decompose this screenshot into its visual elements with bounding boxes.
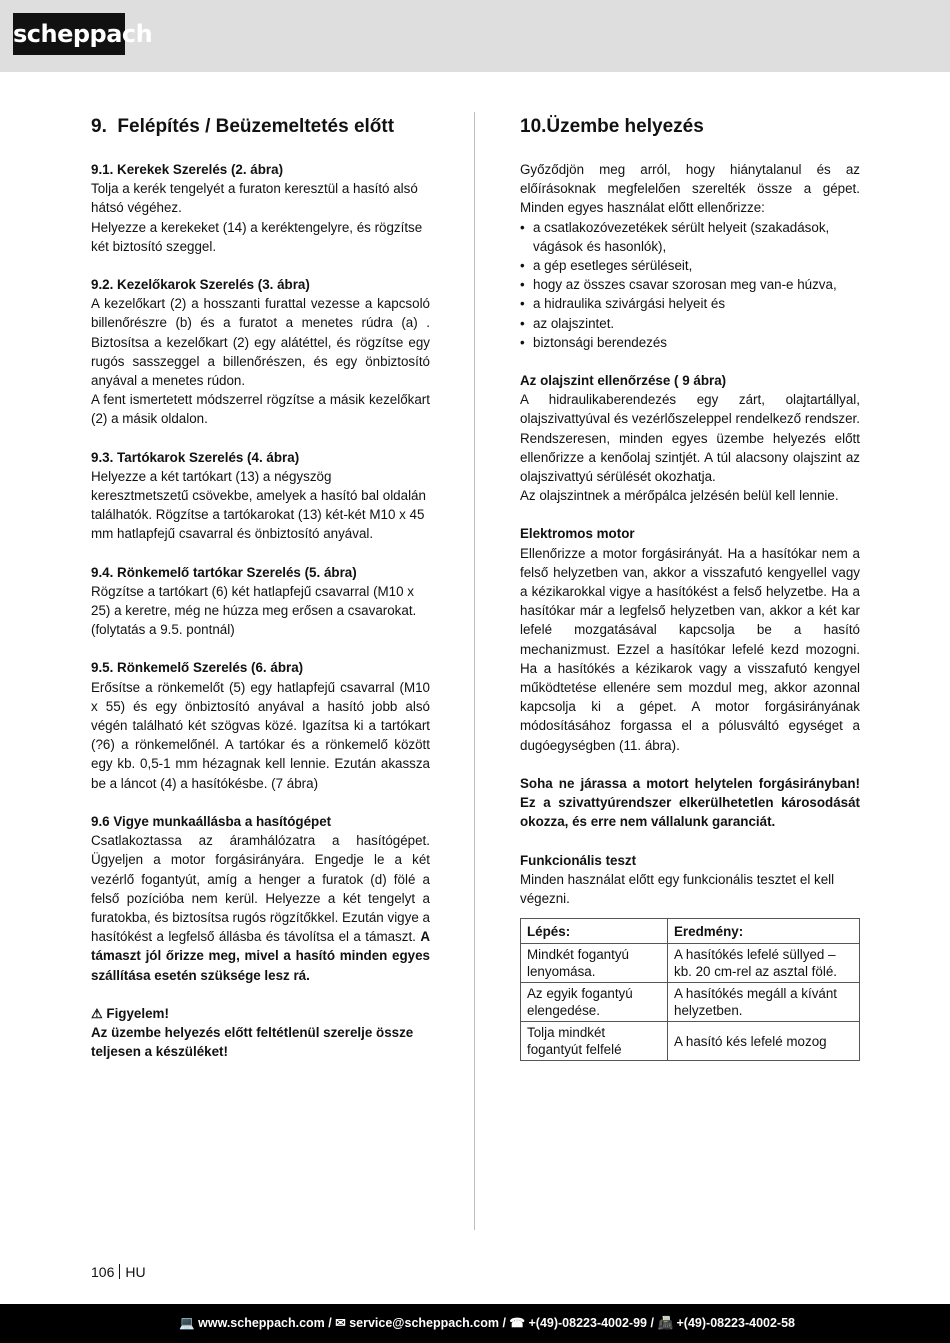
subsection-title: 9.6 Vigye munkaállásba a hasítógépet	[91, 813, 332, 829]
motor-warning	[520, 774, 860, 832]
paragraph: Az olajszintnek a mérőpálca jelzésén belül kell lennie.	[520, 488, 839, 504]
subsection-9-6	[91, 812, 430, 985]
brand-logo: scheppach	[13, 13, 125, 55]
section-10-heading: Üzembe helyezés	[546, 116, 704, 137]
bold-warning-text: Soha ne járassa a motort helytelen forgásirányban! Ez a szivattyúrendszer elkerülhetetlen károsodását okozza, és erre nem vállalunk garanciát.	[520, 775, 860, 830]
header-bar	[0, 0, 950, 72]
warning-title: Figyelem!	[106, 1005, 169, 1021]
intro-block	[520, 160, 860, 352]
left-column	[91, 114, 430, 1080]
subsection-title: 9.2. Kezelőkarok Szerelés (3. ábra)	[91, 277, 310, 293]
table-row	[521, 944, 860, 983]
subsection-title: 9.1. Kerekek Szerelés (2. ábra)	[91, 162, 284, 177]
table-row	[521, 1022, 860, 1061]
intro-paragraph: Győződjön meg arról, hogy hiánytalanul és az előírásoknak megfelelően szerelték össze a gépet. Minden egyes használat előtt ellenőrizze:	[520, 162, 860, 216]
table-cell: A hasítókés megáll a kívánt helyzetben.	[668, 983, 860, 1022]
subsection-title: Az olajszint ellenőrzése ( 9 ábra)	[520, 373, 727, 389]
column-divider	[474, 112, 475, 1230]
section-10-number: 10.	[520, 116, 547, 137]
list-item: • az olajszintet.	[520, 314, 860, 333]
paragraph	[91, 831, 430, 985]
function-test-table	[520, 918, 860, 1061]
subsection-title: 9.4. Rönkemelő tartókar Szerelés (5. ábra)	[91, 564, 357, 580]
section-9-heading: Felépítés / Beüzemeltetés előtt	[117, 116, 395, 137]
subsection-title: 9.5. Rönkemelő Szerelés (6. ábra)	[91, 660, 304, 676]
page-number-value: 106	[91, 1264, 115, 1280]
subsection-title: Elektromos motor	[520, 526, 635, 542]
warning-text: Az üzembe helyezés előtt feltétlenül szerelje össze teljesen a készüléket!	[91, 1024, 414, 1060]
section-10-title	[520, 114, 860, 140]
paragraph: Rögzítse a tartókart (6) két hatlapfejű csavarral (M10 x 25) a keretre, még ne húzza meg erősen a csavarokat. (folytatás a 9.5. pontnál)	[91, 583, 417, 638]
page-language: HU	[125, 1264, 146, 1280]
table-header-step: Lépés:	[521, 919, 668, 944]
paragraph: A kezelőkart (2) a hosszanti furattal vezesse a kapcsoló billenőrészre (b) és a furatot a menetes rúdra (a) . Biztosítsa a kezelőkart (2) egy alátéttel, és rögzítse egy rugós sasszeggel a billenőrészen, és egy önbiztosító anyával a menetes rúdon.	[91, 296, 430, 389]
list-item: • a csatlakozóvezetékek sérült helyeit (szakadások, vágások és hasonlók),	[520, 218, 860, 256]
paragraph: Minden használat előtt egy funkcionális tesztet el kell végezni.	[520, 871, 835, 906]
page-separator	[119, 1264, 120, 1279]
subsection-9-4	[91, 563, 430, 640]
paragraph: Erősítse a rönkemelőt (5) egy hatlapfejű csavarral (M10 x 55) és egy önbiztosító anyával a hasító jobb alsó végén található két szögvas közé. Igazítsa ki a tartókart (?6) a rönkemelőnél. A tartókar és a rönkemelő között egy kb. 0,5-1 mm hézagnak kell lennie. Ezután akassza be a láncot (4) a hasítókésbe. (7 ábra)	[91, 679, 430, 791]
section-9-title	[91, 114, 430, 140]
oil-level-section	[520, 371, 860, 505]
subsection-title: 9.3. Tartókarok Szerelés (4. ábra)	[91, 449, 300, 465]
fax-icon: 📠	[657, 1316, 674, 1330]
electric-motor-section	[520, 524, 860, 754]
paragraph: Tolja a kerék tengelyét a furaton keresztül a hasító alsó hátsó végéhez.	[91, 181, 418, 216]
subsection-title: Funkcionális teszt	[520, 852, 637, 868]
footer-separator: /	[650, 1316, 654, 1330]
check-list	[520, 218, 860, 352]
footer-phone: +(49)-08223-4002-99	[528, 1316, 647, 1330]
footer-website[interactable]: www.scheppach.com	[198, 1316, 325, 1330]
footer-separator: /	[502, 1316, 506, 1330]
list-item: • a hidraulika szivárgási helyeit és	[520, 294, 860, 313]
section-9-number: 9.	[91, 116, 107, 137]
footer-email[interactable]: service@scheppach.com	[349, 1316, 499, 1330]
list-item: • hogy az összes csavar szorosan meg van-e húzva,	[520, 275, 860, 294]
table-cell: A hasítókés lefelé süllyed – kb. 20 cm-rel az asztal fölé.	[668, 944, 860, 983]
table-cell: A hasító kés lefelé mozog	[668, 1022, 860, 1061]
warning-block	[91, 1004, 430, 1062]
subsection-9-3	[91, 448, 430, 544]
table-cell: Tolja mindkét fogantyút felfelé	[521, 1022, 668, 1061]
paragraph: A fent ismertetett módszerrel rögzítse a másik kezelőkart (2) a másik oldalon.	[91, 392, 430, 427]
table-row	[521, 983, 860, 1022]
paragraph: Helyezze a két tartókart (13) a négyszög keresztmetszetű csövekbe, amelyek a hasító bal oldalán találhatók. Rögzítse a tartókarokat (13) két-két M10 x 45 mm hatlapfejű csavarral és önbiztosító anyával.	[91, 468, 426, 542]
function-test-section	[520, 851, 860, 1062]
subsection-9-1	[91, 160, 430, 256]
right-column	[520, 114, 860, 1061]
warning-icon: ⚠	[91, 1005, 103, 1021]
computer-icon: 💻	[179, 1316, 195, 1330]
paragraph-text: Csatlakoztassa az áramhálózatra a hasítógépet. Ügyeljen a motor forgásirányára. Engedje le a két vezérlő fogantyút, amíg a henger a furatok (d) fölé a felső pozícióba nem kerül. Helyezze a két tengelyt a furatokba, és biztosítsa rugós rögzítőkkel. Ezután vigye a hasítókést a legfelső állásba és távolítsa el a támaszt.	[91, 833, 430, 945]
paragraph-bold-text: A támaszt jól őrizze meg, mivel a hasító minden egyes szállítása esetén szüksége lesz rá.	[91, 929, 430, 983]
table-cell: Mindkét fogantyú lenyomása.	[521, 944, 668, 983]
footer-separator: /	[328, 1316, 332, 1330]
subsection-9-5	[91, 658, 430, 792]
subsection-9-2	[91, 275, 430, 429]
mail-icon: ✉	[335, 1316, 346, 1330]
warning-title-line	[91, 1004, 430, 1023]
table-header-result: Eredmény:	[668, 919, 860, 944]
list-item: • biztonsági berendezés	[520, 333, 860, 352]
phone-icon: ☎	[509, 1316, 525, 1330]
paragraph: Helyezze a kerekeket (14) a keréktengelyre, és rögzítse két biztosító szeggel.	[91, 219, 423, 254]
paragraph: Ellenőrizze a motor forgásirányát. Ha a hasítókar nem a felső helyzetben van, akkor a visszafutó kengyellel vagy a kézikarokkal vigye a hasítókést a felső helyzetbe. Ha a hasítókar már a legfelső helyzetben van, akkor a két kar lefelé mozgatásával kapcsolja be a hasító mechanizmust. Ezzel a hasítókar lefelé kezd mozogni. Ha a hasítókés a kézikarok vagy a visszafutó kengyel működtetése ellenére sem mozdul meg, akkor azonnal kapcsolja ki a gépet. A motor forgásirányának módosításához forgassa el a pólusváltó egységet a dugóegységben (11. ábra).	[520, 545, 860, 753]
table-header-row	[521, 919, 860, 944]
paragraph: A hidraulikaberendezés egy zárt, olajtartállyal, olajszivattyúval és vezérlőszeleppel rendelkező rendszer. Rendszeresen, minden egyes üzembe helyezés előtt ellenőrizze a kenőolaj szintjét. A túl alacsony olajszint az olajszivattyú sérülését okozhatja.	[520, 392, 860, 485]
footer-bar	[0, 1304, 950, 1343]
list-item: • a gép esetleges sérüléseit,	[520, 256, 860, 275]
table-cell: Az egyik fogantyú elengedése.	[521, 983, 668, 1022]
footer-fax: +(49)-08223-4002-58	[676, 1316, 795, 1330]
page-number	[91, 1264, 146, 1280]
